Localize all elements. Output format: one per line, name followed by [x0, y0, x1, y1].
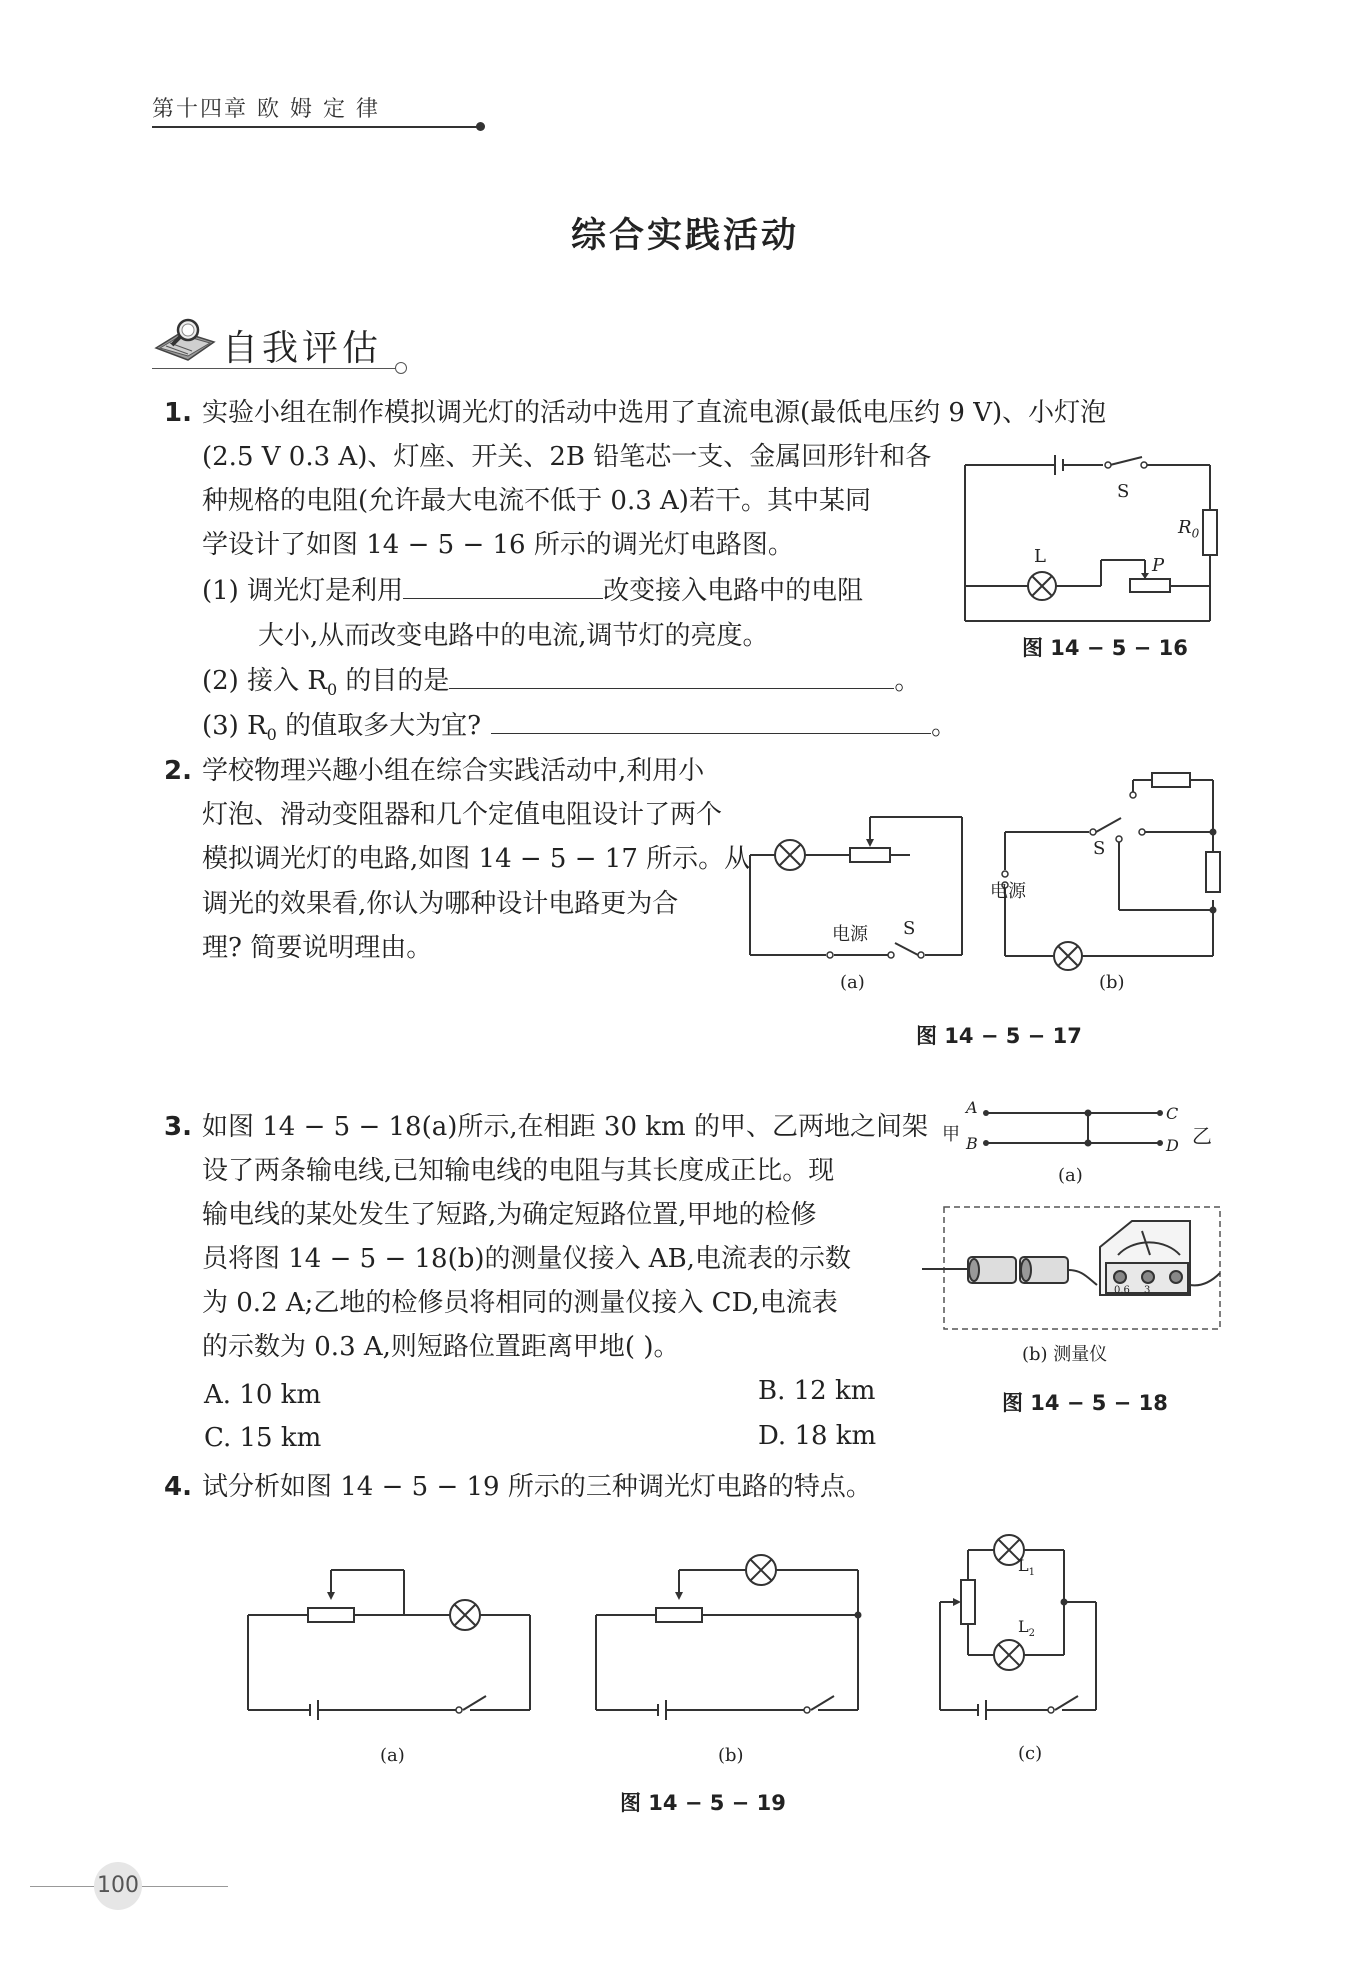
fig17a-label: (a) — [840, 972, 865, 993]
fig17a-switch-label: S — [903, 918, 916, 939]
q2-line4: 调光的效果看,你认为哪种设计电路更为合 — [202, 889, 679, 919]
q3-line1: 如图 14 − 5 − 18(a)所示,在相距 30 km 的甲、乙两地之间架 — [202, 1112, 928, 1142]
fig18a-label: (a) — [1058, 1165, 1083, 1186]
q2-number: 2. — [164, 756, 192, 786]
q3-option-b[interactable]: B. 12 km — [758, 1376, 876, 1406]
section-title: 自我评估 — [222, 328, 383, 369]
q1-number: 1. — [164, 398, 192, 428]
q1-sub3-r0-sub: 0 — [266, 725, 277, 745]
q4-number: 4. — [164, 1472, 192, 1502]
fig18a-d-label: D — [1166, 1136, 1179, 1155]
fig16-slider-label: P — [1152, 555, 1165, 576]
q1-line4: 学设计了如图 14 − 5 − 16 所示的调光灯电路图。 — [202, 530, 794, 560]
figure-14-5-19-circuits — [246, 1530, 1136, 1735]
q2-line2: 灯泡、滑动变阻器和几个定值电阻设计了两个 — [202, 800, 723, 830]
q3-number: 3. — [164, 1112, 192, 1142]
fig18b-tick2: 3 — [1144, 1285, 1151, 1296]
q4-line1: 试分析如图 14 − 5 − 19 所示的三种调光灯电路的特点。 — [202, 1472, 872, 1502]
q1-sub2-end: 。 — [894, 666, 921, 696]
section-rule-dot — [395, 362, 407, 374]
q1-line3: 种规格的电阻(允许最大电流不低于 0.3 A)若干。其中某同 — [202, 486, 871, 516]
fig16-lamp-label: L — [1034, 546, 1046, 567]
fig16-r0-letter: R — [1178, 517, 1192, 538]
q1-sub1-prefix: (1) 调光灯是利用 — [202, 576, 404, 606]
fig19-caption: 图 14 − 5 − 19 — [620, 1791, 786, 1815]
q3-line4: 员将图 14 − 5 − 18(b)的测量仪接入 AB,电流表的示数 — [202, 1244, 851, 1274]
fig16-caption: 图 14 − 5 − 16 — [1022, 636, 1188, 660]
figure-14-5-18a-lines — [980, 1108, 1170, 1148]
q2-line5: 理? 简要说明理由。 — [202, 933, 433, 963]
fig19a-label: (a) — [380, 1745, 405, 1766]
page-title: 综合实践活动 — [570, 215, 799, 256]
fig16-switch-label: S — [1117, 481, 1130, 502]
fig18-caption: 图 14 − 5 − 18 — [1002, 1391, 1168, 1415]
q1-sub2-r0-sub: 0 — [326, 680, 338, 700]
header-rule-dot — [476, 122, 485, 131]
magnifier-book-icon — [152, 318, 218, 362]
fig17-caption: 图 14 − 5 − 17 — [916, 1024, 1082, 1048]
fig19c-label: (c) — [1018, 1743, 1043, 1764]
figure-14-5-18b-instrument — [922, 1205, 1222, 1333]
fig18b-tick1: 0.6 — [1114, 1285, 1130, 1296]
fig18a-b-label: B — [966, 1134, 978, 1153]
q1-sub3-text: 的值取多大为宜? — [276, 711, 482, 741]
q1-sub3-blank[interactable] — [491, 707, 931, 734]
q3-line6: 的示数为 0.3 A,则短路位置距离甲地( )。 — [202, 1332, 680, 1362]
q1-line2: (2.5 V 0.3 A)、灯座、开关、2B 铅笔芯一支、金属回形针和各 — [202, 442, 932, 472]
q2-line1: 学校物理兴趣小组在综合实践活动中,利用小 — [202, 756, 705, 786]
q3-option-c[interactable]: C. 15 km — [204, 1423, 322, 1453]
fig19c-l2-sub: 2 — [1028, 1628, 1035, 1640]
q3-line3: 输电线的某处发生了短路,为确定短路位置,甲地的检修 — [202, 1200, 817, 1230]
q1-sub3-end: 。 — [931, 711, 958, 741]
fig18a-jia-label: 甲 — [942, 1124, 960, 1145]
page-number: 100 — [94, 1862, 142, 1910]
fig16-r0-sub: 0 — [1191, 526, 1200, 541]
fig18a-c-label: C — [1166, 1104, 1179, 1123]
fig19c-l2-label — [1018, 1617, 1035, 1639]
q2-line3: 模拟调光灯的电路,如图 14 − 5 − 17 所示。从 — [202, 844, 751, 874]
q1-sub2-blank[interactable] — [449, 662, 894, 689]
header-rule — [152, 126, 480, 128]
q1-sub1-cont: 大小,从而改变电路中的电流,调节灯的亮度。 — [258, 621, 769, 651]
q3-line5: 为 0.2 A;乙地的检修员将相同的测量仪接入 CD,电流表 — [202, 1288, 838, 1318]
chapter-header: 第十四章 欧 姆 定 律 — [152, 97, 380, 122]
q3-line2: 设了两条输电线,已知输电线的电阻与其长度成正比。现 — [202, 1156, 835, 1186]
fig17b-switch-label: S — [1093, 838, 1106, 859]
fig17b-power-label: 电源 — [990, 881, 1026, 902]
fig18b-label: (b) 测量仪 — [1022, 1344, 1108, 1365]
figure-14-5-17b-circuit — [1005, 770, 1225, 970]
figure-14-5-16-circuit — [960, 455, 1220, 635]
q3-option-a[interactable]: A. 10 km — [204, 1380, 322, 1410]
q1-sub3-prefix: (3) R — [202, 711, 267, 741]
q1-sub1 — [202, 569, 863, 613]
q3-option-d[interactable]: D. 18 km — [758, 1421, 877, 1451]
q1-sub2-prefix: (2) 接入 R — [202, 666, 327, 696]
q1-sub1-suffix: 改变接入电路中的电阻 — [603, 576, 864, 606]
q1-sub2-text: 的目的是 — [337, 666, 450, 696]
fig16-r0-label — [1178, 517, 1199, 541]
fig18a-a-label: A — [966, 1098, 978, 1117]
q1-sub1-blank[interactable] — [403, 572, 603, 599]
fig19c-l1-letter: L — [1018, 1556, 1029, 1575]
fig17b-label: (b) — [1099, 972, 1125, 993]
fig19c-l2-letter: L — [1018, 1617, 1029, 1636]
fig19b-label: (b) — [718, 1745, 744, 1766]
q1-line1: 实验小组在制作模拟调光灯的活动中选用了直流电源(最低电压约 9 V)、小灯泡 — [202, 398, 1107, 428]
section-rule — [152, 368, 398, 369]
fig18a-yi-label: 乙 — [1192, 1124, 1212, 1148]
fig19c-l1-sub: 1 — [1028, 1567, 1035, 1579]
fig19c-l1-label — [1018, 1556, 1035, 1578]
fig17a-power-label: 电源 — [832, 924, 868, 945]
